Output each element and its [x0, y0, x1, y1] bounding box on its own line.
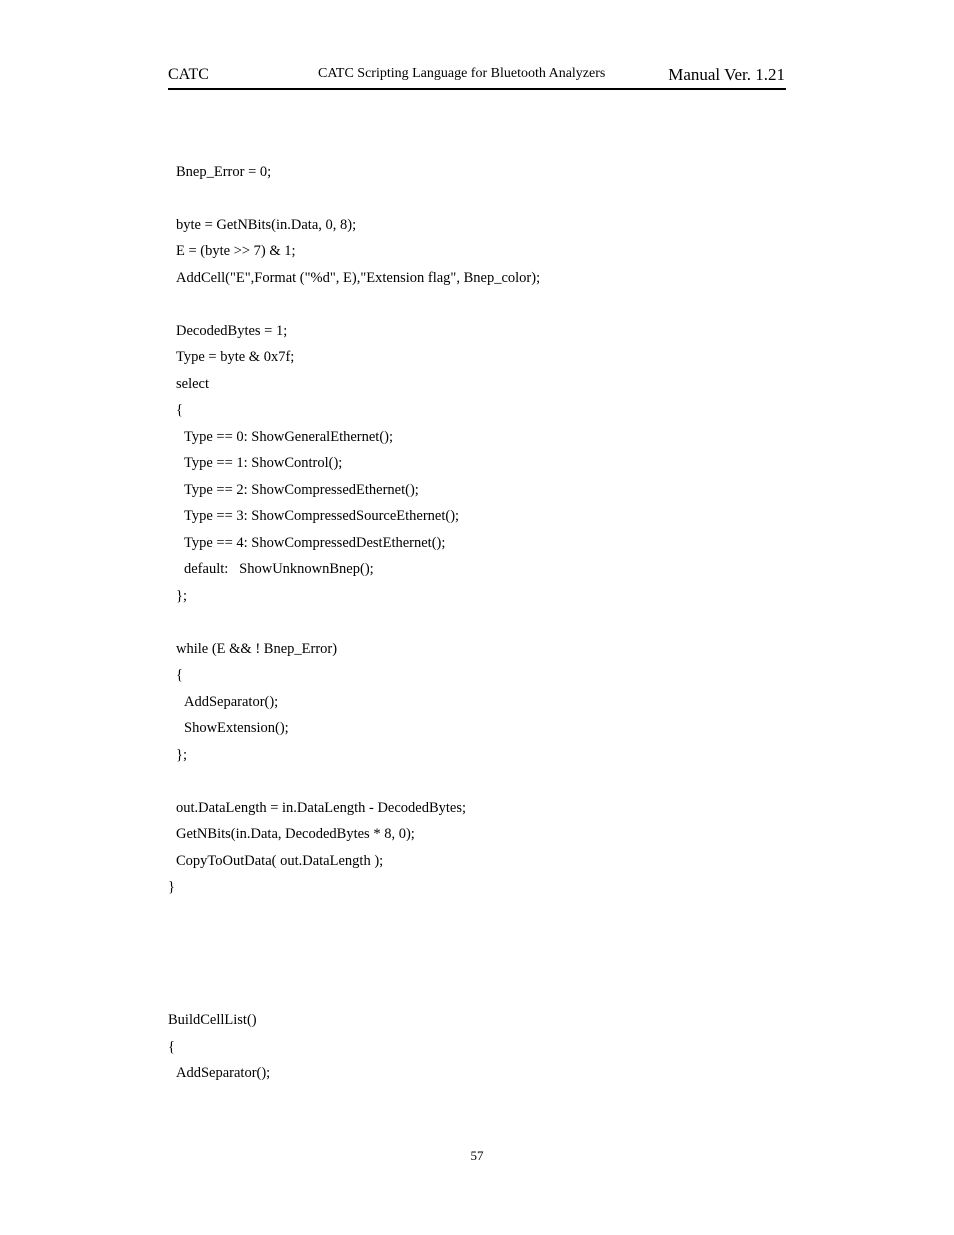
code-line: {	[176, 402, 183, 418]
code-line: out.DataLength = in.DataLength - DecodedBytes;	[176, 800, 467, 816]
code-line: byte = GetNBits(in.Data, 0, 8);	[176, 217, 357, 233]
code-line: Type == 4: ShowCompressedDestEthernet();	[184, 535, 446, 551]
code-line: GetNBits(in.Data, DecodedBytes * 8, 0);	[176, 826, 415, 842]
code-line: Type = byte & 0x7f;	[176, 349, 295, 365]
code-line: E = (byte >> 7) & 1;	[176, 243, 296, 259]
code-line: Type == 2: ShowCompressedEthernet();	[184, 482, 419, 498]
code-line: {	[176, 667, 183, 683]
code-line: while (E && ! Bnep_Error)	[176, 641, 338, 657]
code-line: };	[176, 747, 187, 763]
code-line: ShowExtension();	[184, 720, 289, 736]
code-line: }	[168, 879, 175, 895]
code-line: default: ShowUnknownBnep();	[184, 561, 374, 577]
code-line: };	[176, 588, 187, 604]
page-header	[168, 64, 786, 90]
header-document-title: CATC Scripting Language for Bluetooth Analyzers	[318, 66, 606, 81]
page-number: 57	[470, 1148, 484, 1163]
code-line: Type == 0: ShowGeneralEthernet();	[184, 429, 394, 445]
code-line: Type == 3: ShowCompressedSourceEthernet();	[184, 508, 460, 524]
code-line: BuildCellList()	[168, 1012, 257, 1028]
header-manual-version: Manual Ver. 1.21	[668, 65, 785, 84]
code-line: {	[168, 1039, 175, 1055]
code-line: CopyToOutData( out.DataLength );	[176, 853, 384, 869]
code-line: Type == 1: ShowControl();	[184, 455, 343, 471]
code-line: AddSeparator();	[184, 694, 279, 710]
code-line: AddCell("E",Format ("%d", E),"Extension flag", Bnep_color);	[176, 270, 541, 286]
code-line: select	[176, 376, 210, 392]
header-company: CATC	[168, 66, 209, 83]
code-line: AddSeparator();	[176, 1065, 271, 1081]
code-line: Bnep_Error = 0;	[176, 164, 272, 180]
code-line: DecodedBytes = 1;	[176, 323, 288, 339]
